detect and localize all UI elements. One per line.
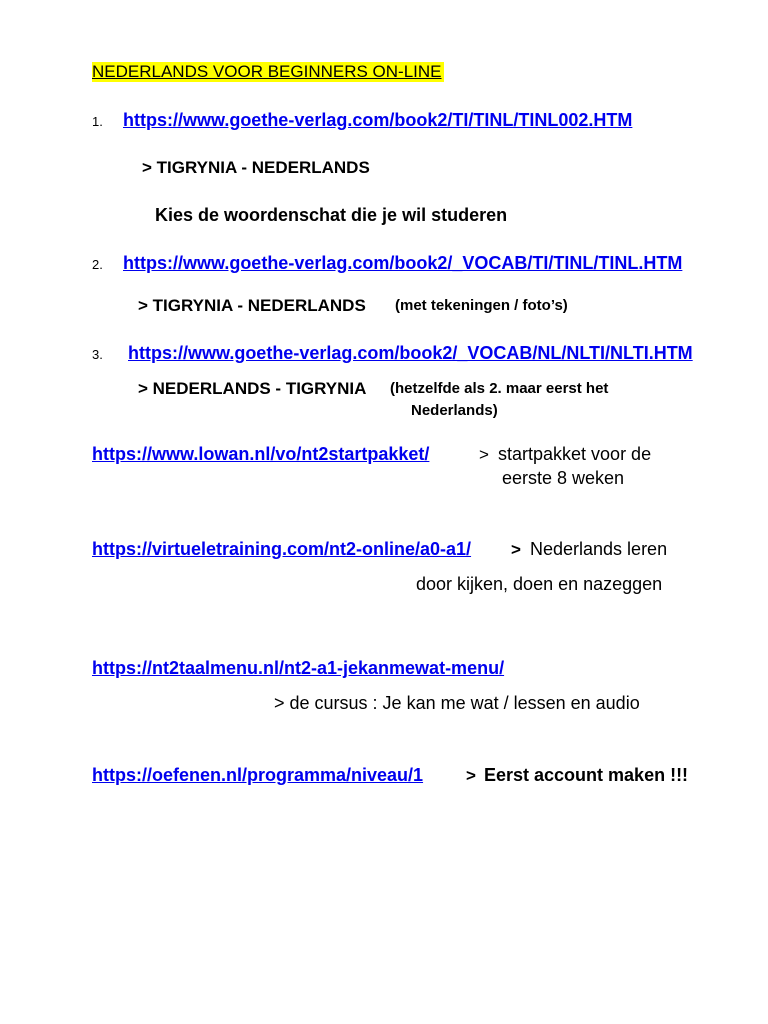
list-number-2: 2. <box>92 257 103 272</box>
link-lowan[interactable]: https://www.lowan.nl/vo/nt2startpakket/ <box>92 444 430 464</box>
language-pair-1: > TIGRYNIA - NEDERLANDS <box>142 158 370 177</box>
desc-virtueletraining-line2: door kijken, doen en nazeggen <box>416 574 663 594</box>
page-title: NEDERLANDS VOOR BEGINNERS ON-LINE <box>92 62 442 81</box>
language-pair-2: > TIGRYNIA - NEDERLANDS <box>138 296 366 315</box>
arrow-oefenen: > <box>466 766 476 785</box>
desc-lowan-line1: startpakket voor de <box>498 444 652 464</box>
vocabulary-instruction: Kies de woordenschat die je wil studeren <box>155 205 508 225</box>
list-number-3: 3. <box>92 347 103 362</box>
link-oefenen[interactable]: https://oefenen.nl/programma/niveau/1 <box>92 765 424 785</box>
desc-oefenen: Eerst account maken !!! <box>484 765 689 785</box>
note-item-3-line1: (hetzelfde als 2. maar eerst het <box>390 380 609 397</box>
link-goethe-vocab-tinl[interactable]: https://www.goethe-verlag.com/book2/_VOCAB/TI/TINL/TINL.HTM <box>123 253 683 273</box>
link-virtueletraining[interactable]: https://virtueletraining.com/nt2-online/a0-a1/ <box>92 539 472 559</box>
desc-lowan-line2: eerste 8 weken <box>502 468 625 488</box>
arrow-lowan: > <box>479 445 489 464</box>
link-nt2taalmenu[interactable]: https://nt2taalmenu.nl/nt2-a1-jekanmewat-menu/ <box>92 658 505 678</box>
language-pair-3: > NEDERLANDS - TIGRYNIA <box>138 379 367 398</box>
link-goethe-vocab-nlti[interactable]: https://www.goethe-verlag.com/book2/_VOCAB/NL/NLTI/NLTI.HTM <box>128 343 693 363</box>
list-number-1: 1. <box>92 114 103 129</box>
note-item-3-line2: Nederlands) <box>411 402 498 419</box>
note-item-2: (met tekeningen / foto’s) <box>395 297 568 314</box>
arrow-virtueletraining: > <box>511 540 521 559</box>
link-goethe-tinl002[interactable]: https://www.goethe-verlag.com/book2/TI/TINL/TINL002.HTM <box>123 110 633 130</box>
desc-virtueletraining-line1: Nederlands leren <box>530 539 668 559</box>
desc-nt2taalmenu: > de cursus : Je kan me wat / lessen en audio <box>274 693 640 713</box>
